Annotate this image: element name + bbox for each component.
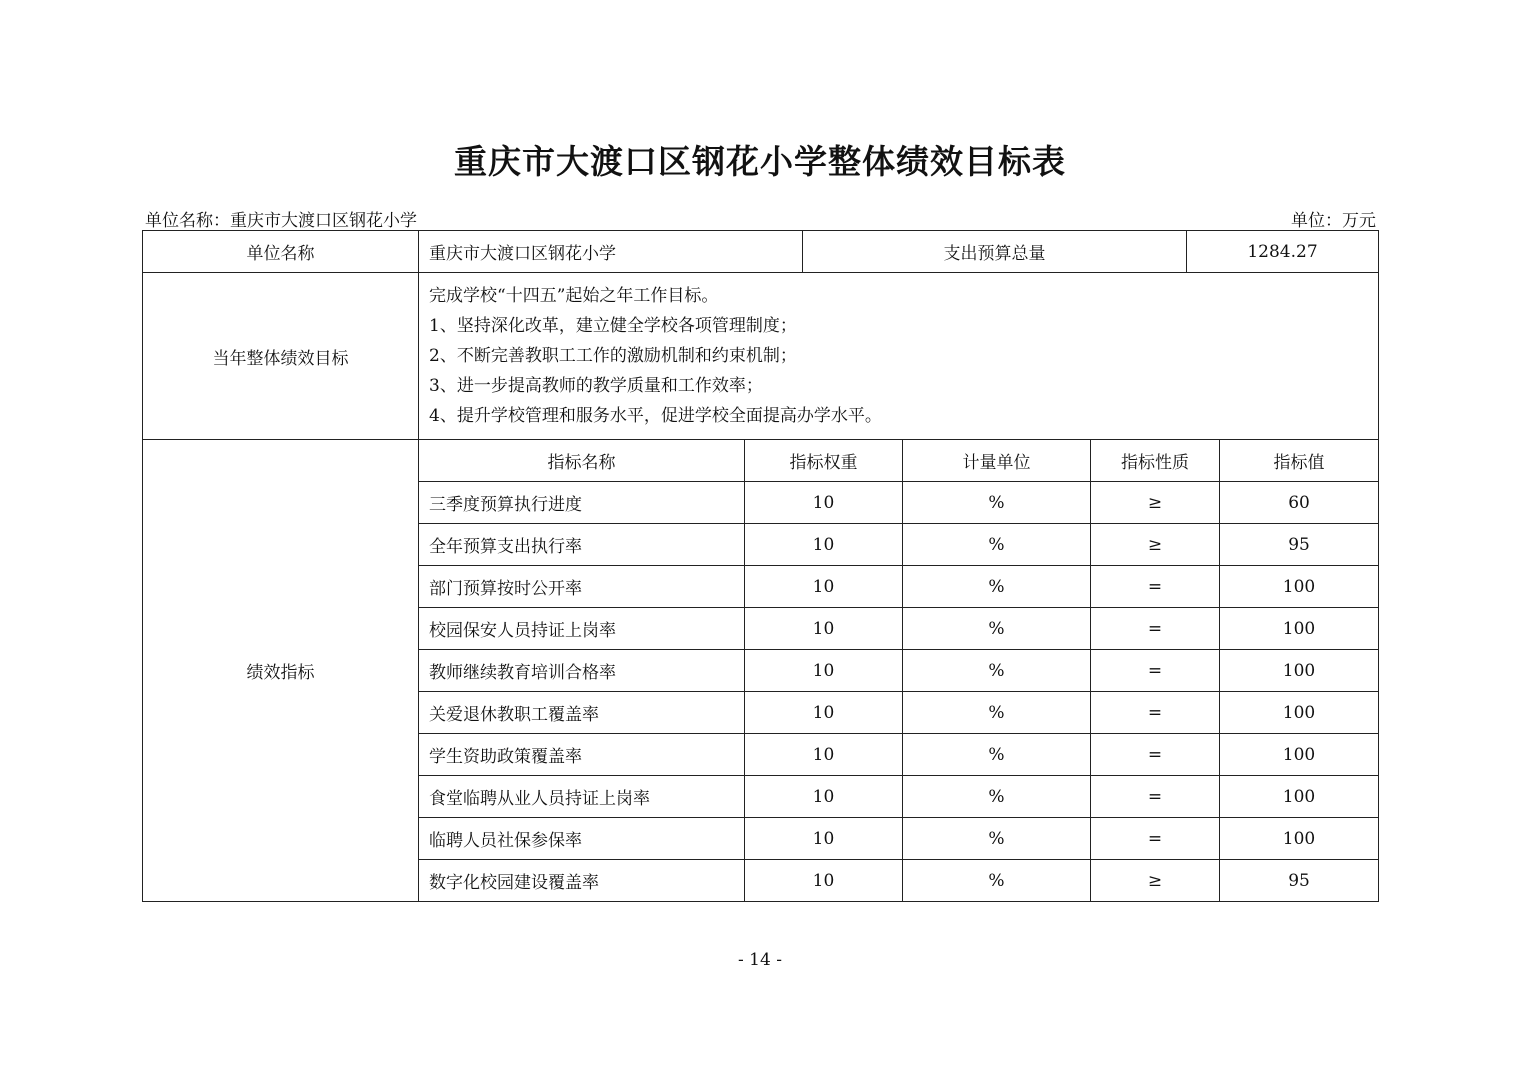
col-header-value: 指标值 [1220,440,1379,482]
indicator-value: 100 [1220,734,1379,776]
indicator-value: 100 [1220,692,1379,734]
indicator-name: 校园保安人员持证上岗率 [419,608,745,650]
col-header-weight: 指标权重 [745,440,903,482]
indicator-nature: = [1091,734,1220,776]
indicator-name: 学生资助政策覆盖率 [419,734,745,776]
unit-name-line: 单位名称：重庆市大渡口区钢花小学 [145,211,417,231]
indicator-nature: ≥ [1091,482,1220,524]
indicator-weight: 10 [745,608,903,650]
indicator-value: 100 [1220,566,1379,608]
indicator-nature: = [1091,608,1220,650]
indicator-unit: % [903,776,1091,818]
indicator-nature: = [1091,650,1220,692]
indicator-name: 教师继续教育培训合格率 [419,650,745,692]
unit-line: 单位：万元 [1291,211,1376,231]
indicator-nature: = [1091,818,1220,860]
indicator-weight: 10 [745,818,903,860]
goals-row [143,273,1379,440]
goal-line: 完成学校“十四五”起始之年工作目标。 [429,286,719,306]
indicator-nature: ≥ [1091,860,1220,902]
page-title: 重庆市大渡口区钢花小学整体绩效目标表 [454,142,1066,181]
budget-label: 支出预算总量 [803,231,1187,273]
col-header-name: 指标名称 [419,440,745,482]
indicator-value: 100 [1220,776,1379,818]
indicator-unit: % [903,608,1091,650]
indicator-value: 95 [1220,860,1379,902]
indicator-name: 数字化校园建设覆盖率 [419,860,745,902]
indicator-unit: % [903,734,1091,776]
indicator-weight: 10 [745,524,903,566]
indicator-weight: 10 [745,692,903,734]
indicator-nature: ≥ [1091,524,1220,566]
indicator-unit: % [903,524,1091,566]
indicator-nature: = [1091,776,1220,818]
indicator-value: 95 [1220,524,1379,566]
indicator-name: 食堂临聘从业人员持证上岗率 [419,776,745,818]
indicator-unit: % [903,650,1091,692]
indicator-name: 全年预算支出执行率 [419,524,745,566]
indicator-name: 关爱退休教职工覆盖率 [419,692,745,734]
indicator-value: 100 [1220,650,1379,692]
indicator-unit: % [903,818,1091,860]
indicator-weight: 10 [745,734,903,776]
indicator-weight: 10 [745,860,903,902]
indicator-value: 60 [1220,482,1379,524]
goal-line: 1、坚持深化改革，建立健全学校各项管理制度； [429,316,797,336]
budget-value: 1284.27 [1187,231,1379,273]
indicator-name: 临聘人员社保参保率 [419,818,745,860]
unit-row [143,231,1379,273]
indicator-value: 100 [1220,608,1379,650]
indicator-unit: % [903,692,1091,734]
indicator-nature: = [1091,566,1220,608]
indicator-name: 三季度预算执行进度 [419,482,745,524]
goal-line: 3、进一步提高教师的教学质量和工作效率； [429,376,763,396]
goal-line: 4、提升学校管理和服务水平，促进学校全面提高办学水平。 [429,406,882,426]
unit-name-value: 重庆市大渡口区钢花小学 [419,231,803,273]
goal-line: 2、不断完善教职工工作的激励机制和约束机制； [429,346,797,366]
indicator-weight: 10 [745,566,903,608]
indicator-weight: 10 [745,482,903,524]
indicator-name: 部门预算按时公开率 [419,566,745,608]
page-number: - 14 - [738,950,782,970]
indicator-weight: 10 [745,650,903,692]
col-header-nature: 指标性质 [1091,440,1220,482]
indicator-nature: = [1091,692,1220,734]
indicator-header-row [143,440,1379,482]
indicator-value: 100 [1220,818,1379,860]
col-header-unit: 计量单位 [903,440,1091,482]
performance-table [142,230,1379,902]
indicator-unit: % [903,482,1091,524]
goals-content [419,273,1379,440]
indicator-unit: % [903,566,1091,608]
indicator-weight: 10 [745,776,903,818]
indicators-label: 绩效指标 [143,440,419,902]
indicator-unit: % [903,860,1091,902]
unit-name-label: 单位名称 [143,231,419,273]
goals-label: 当年整体绩效目标 [143,273,419,440]
